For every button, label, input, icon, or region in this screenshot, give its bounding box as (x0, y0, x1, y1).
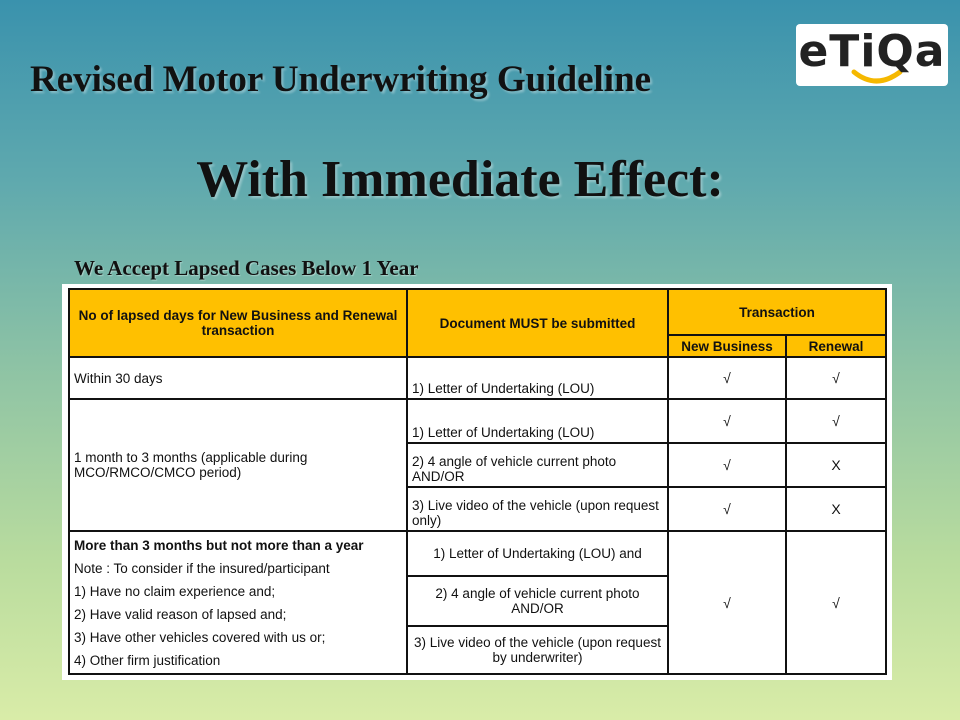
guideline-table (68, 288, 887, 675)
nb-mark: √ (668, 487, 786, 531)
period-within-30-days: Within 30 days (69, 357, 407, 399)
rn-mark: √ (786, 399, 886, 443)
nb-mark: √ (668, 443, 786, 487)
criteria-item: 2) Have valid reason of lapsed and; (74, 606, 287, 622)
nb-mark: √ (668, 531, 786, 674)
period-note: Note : To consider if the insured/participant (74, 560, 330, 576)
table-row (69, 531, 886, 576)
header-new-business: New Business (668, 335, 786, 357)
header-transaction: Transaction (668, 289, 886, 335)
guideline-table-panel (62, 284, 892, 680)
header-lapsed-days: No of lapsed days for New Business and Renewal transaction (69, 289, 407, 357)
doc-video: 3) Live video of the vehicle (upon request by underwriter) (407, 626, 668, 674)
doc-photo: 2) 4 angle of vehicle current photo AND/OR (407, 443, 668, 487)
period-title: More than 3 months but not more than a year (74, 537, 364, 553)
header-renewal: Renewal (786, 335, 886, 357)
criteria-item: 4) Other firm justification (74, 652, 221, 668)
slide-title: Revised Motor Underwriting Guideline (30, 59, 652, 100)
table-caption: We Accept Lapsed Cases Below 1 Year (74, 256, 419, 280)
etiqa-logo (796, 24, 948, 86)
nb-mark: √ (668, 357, 786, 399)
criteria-item: 1) Have no claim experience and; (74, 583, 276, 599)
rn-mark: √ (786, 357, 886, 399)
period-1-to-3-months: 1 month to 3 months (applicable during MCO/RMCO/CMCO period) (69, 399, 407, 531)
criteria-item: 3) Have other vehicles covered with us or; (74, 629, 326, 645)
nb-mark: √ (668, 399, 786, 443)
rn-mark: √ (786, 531, 886, 674)
table-row (69, 399, 886, 443)
slide-subtitle: With Immediate Effect: (196, 151, 724, 208)
doc-video: 3) Live video of the vehicle (upon request only) (407, 487, 668, 531)
period-3-to-12-months (69, 531, 407, 674)
table-row (69, 357, 886, 399)
rn-mark: X (786, 487, 886, 531)
doc-lou: 1) Letter of Undertaking (LOU) (407, 399, 668, 443)
doc-lou: 1) Letter of Undertaking (LOU) (407, 357, 668, 399)
logo-wordmark: eTiQa (798, 26, 946, 77)
doc-photo: 2) 4 angle of vehicle current photo AND/OR (407, 576, 668, 626)
rn-mark: X (786, 443, 886, 487)
doc-lou: 1) Letter of Undertaking (LOU) and (407, 531, 668, 576)
header-document: Document MUST be submitted (407, 289, 668, 357)
